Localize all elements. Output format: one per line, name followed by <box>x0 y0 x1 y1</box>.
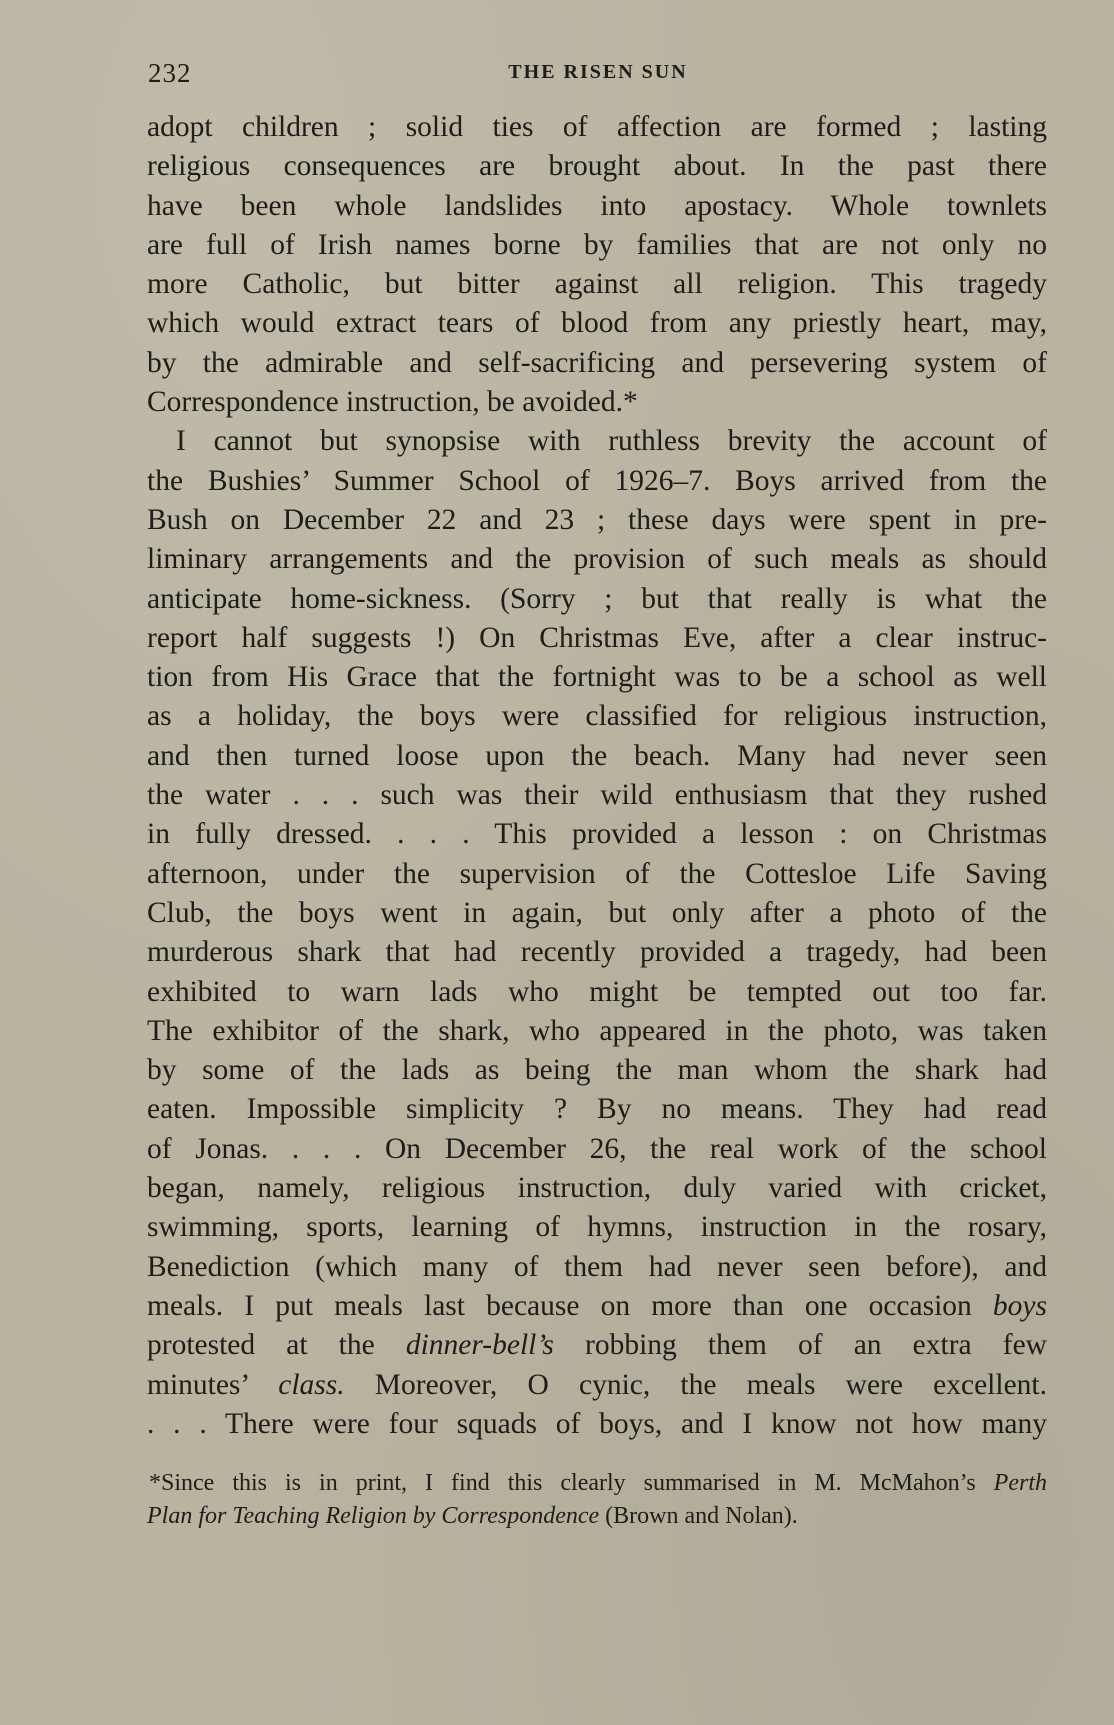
footnote-italic: Plan for Teaching Religion by Correspondence <box>147 1503 600 1529</box>
text-line <box>147 1366 1047 1405</box>
text-line: in fully dressed. . . . This provided a lesson : on Christmas <box>147 818 1047 851</box>
text-line: more Catholic, but bitter against all religion. This tragedy <box>147 268 1047 301</box>
text-line: report half suggests !) On Christmas Eve, after a clear instruc- <box>147 621 1047 654</box>
text-line: Correspondence instruction, be avoided.* <box>147 386 638 419</box>
italic-run: dinner-bell’s <box>405 1329 554 1362</box>
footnote-line <box>147 1467 1047 1500</box>
text-line: by the admirable and self-sacrificing and persevering system of <box>147 346 1047 379</box>
text-line: religious consequences are brought about. In the past there <box>147 150 1047 183</box>
text-line: swimming, sports, learning of hymns, instruction in the rosary, <box>147 1211 1047 1244</box>
text-line: which would extract tears of blood from any priestly heart, may, <box>147 307 1047 340</box>
footnote-line <box>147 1500 1047 1533</box>
running-head <box>148 58 1048 90</box>
text-line: tion from His Grace that the fortnight was to be a school as well <box>147 661 1047 694</box>
text-line: Benediction (which many of them had never seen before), and <box>147 1250 1047 1283</box>
text-line: anticipate home-sickness. (Sorry ; but that really is what the <box>147 582 1047 615</box>
text-run: Moreover, O cynic, the meals were excellent. <box>344 1368 1047 1401</box>
text-line: exhibited to warn lads who might be tempted out too far. <box>147 975 1047 1008</box>
text-line <box>147 1287 1047 1326</box>
footnote-text: *Since this is in print, I find this clearly summarised in M. McMahon’s <box>149 1470 994 1496</box>
text-line: by some of the lads as being the man whom the shark had <box>147 1054 1047 1087</box>
text-line: liminary arrangements and the provision of such meals as should <box>147 543 1047 576</box>
text-line: are full of Irish names borne by families that are not only no <box>147 228 1047 261</box>
text-run: meals. I put meals last because on more than one occasion <box>147 1289 993 1322</box>
text-line: as a holiday, the boys were classified for religious instruction, <box>147 700 1047 733</box>
footnote-italic: Perth <box>993 1470 1047 1496</box>
body-text <box>147 108 1047 1444</box>
text-line: began, namely, religious instruction, duly varied with cricket, <box>147 1172 1047 1205</box>
text-line: the water . . . such was their wild enthusiasm that they rushed <box>147 779 1047 812</box>
running-title: THE RISEN SUN <box>508 61 688 83</box>
text-line: . . . There were four squads of boys, and I know not how many <box>147 1407 1047 1440</box>
text-line <box>147 1326 1047 1365</box>
text-run: protested at the <box>147 1329 406 1362</box>
text-line: The exhibitor of the shark, who appeared in the photo, was taken <box>147 1014 1047 1047</box>
footnote-text: (Brown and Nolan). <box>599 1503 798 1529</box>
text-line: Club, the boys went in again, but only after a photo of the <box>147 896 1047 929</box>
text-line: have been whole landslides into apostacy. Whole townlets <box>147 189 1047 222</box>
page-number: 232 <box>148 58 192 88</box>
text-line: I cannot but synopsise with ruthless brevity the account of <box>176 425 1047 458</box>
text-line: adopt children ; solid ties of affection are formed ; lasting <box>147 111 1047 143</box>
text-run: robbing them of an extra few <box>553 1329 1047 1362</box>
italic-run: boys <box>992 1289 1047 1322</box>
footnote <box>147 1467 1047 1533</box>
text-line: the Bushies’ Summer School of 1926–7. Boys arrived from the <box>147 464 1047 497</box>
text-line: of Jonas. . . . On December 26, the real work of the school <box>147 1132 1047 1165</box>
text-run: minutes’ <box>147 1368 279 1401</box>
text-line: afternoon, under the supervision of the Cottesloe Life Saving <box>147 857 1047 890</box>
italic-run: class. <box>278 1368 345 1401</box>
text-line: and then turned loose upon the beach. Many had never seen <box>147 739 1047 772</box>
text-line: Bush on December 22 and 23 ; these days were spent in pre- <box>147 503 1047 536</box>
text-line: murderous shark that had recently provided a tragedy, had been <box>147 936 1047 969</box>
text-line: eaten. Impossible simplicity ? By no means. They had read <box>147 1093 1047 1126</box>
